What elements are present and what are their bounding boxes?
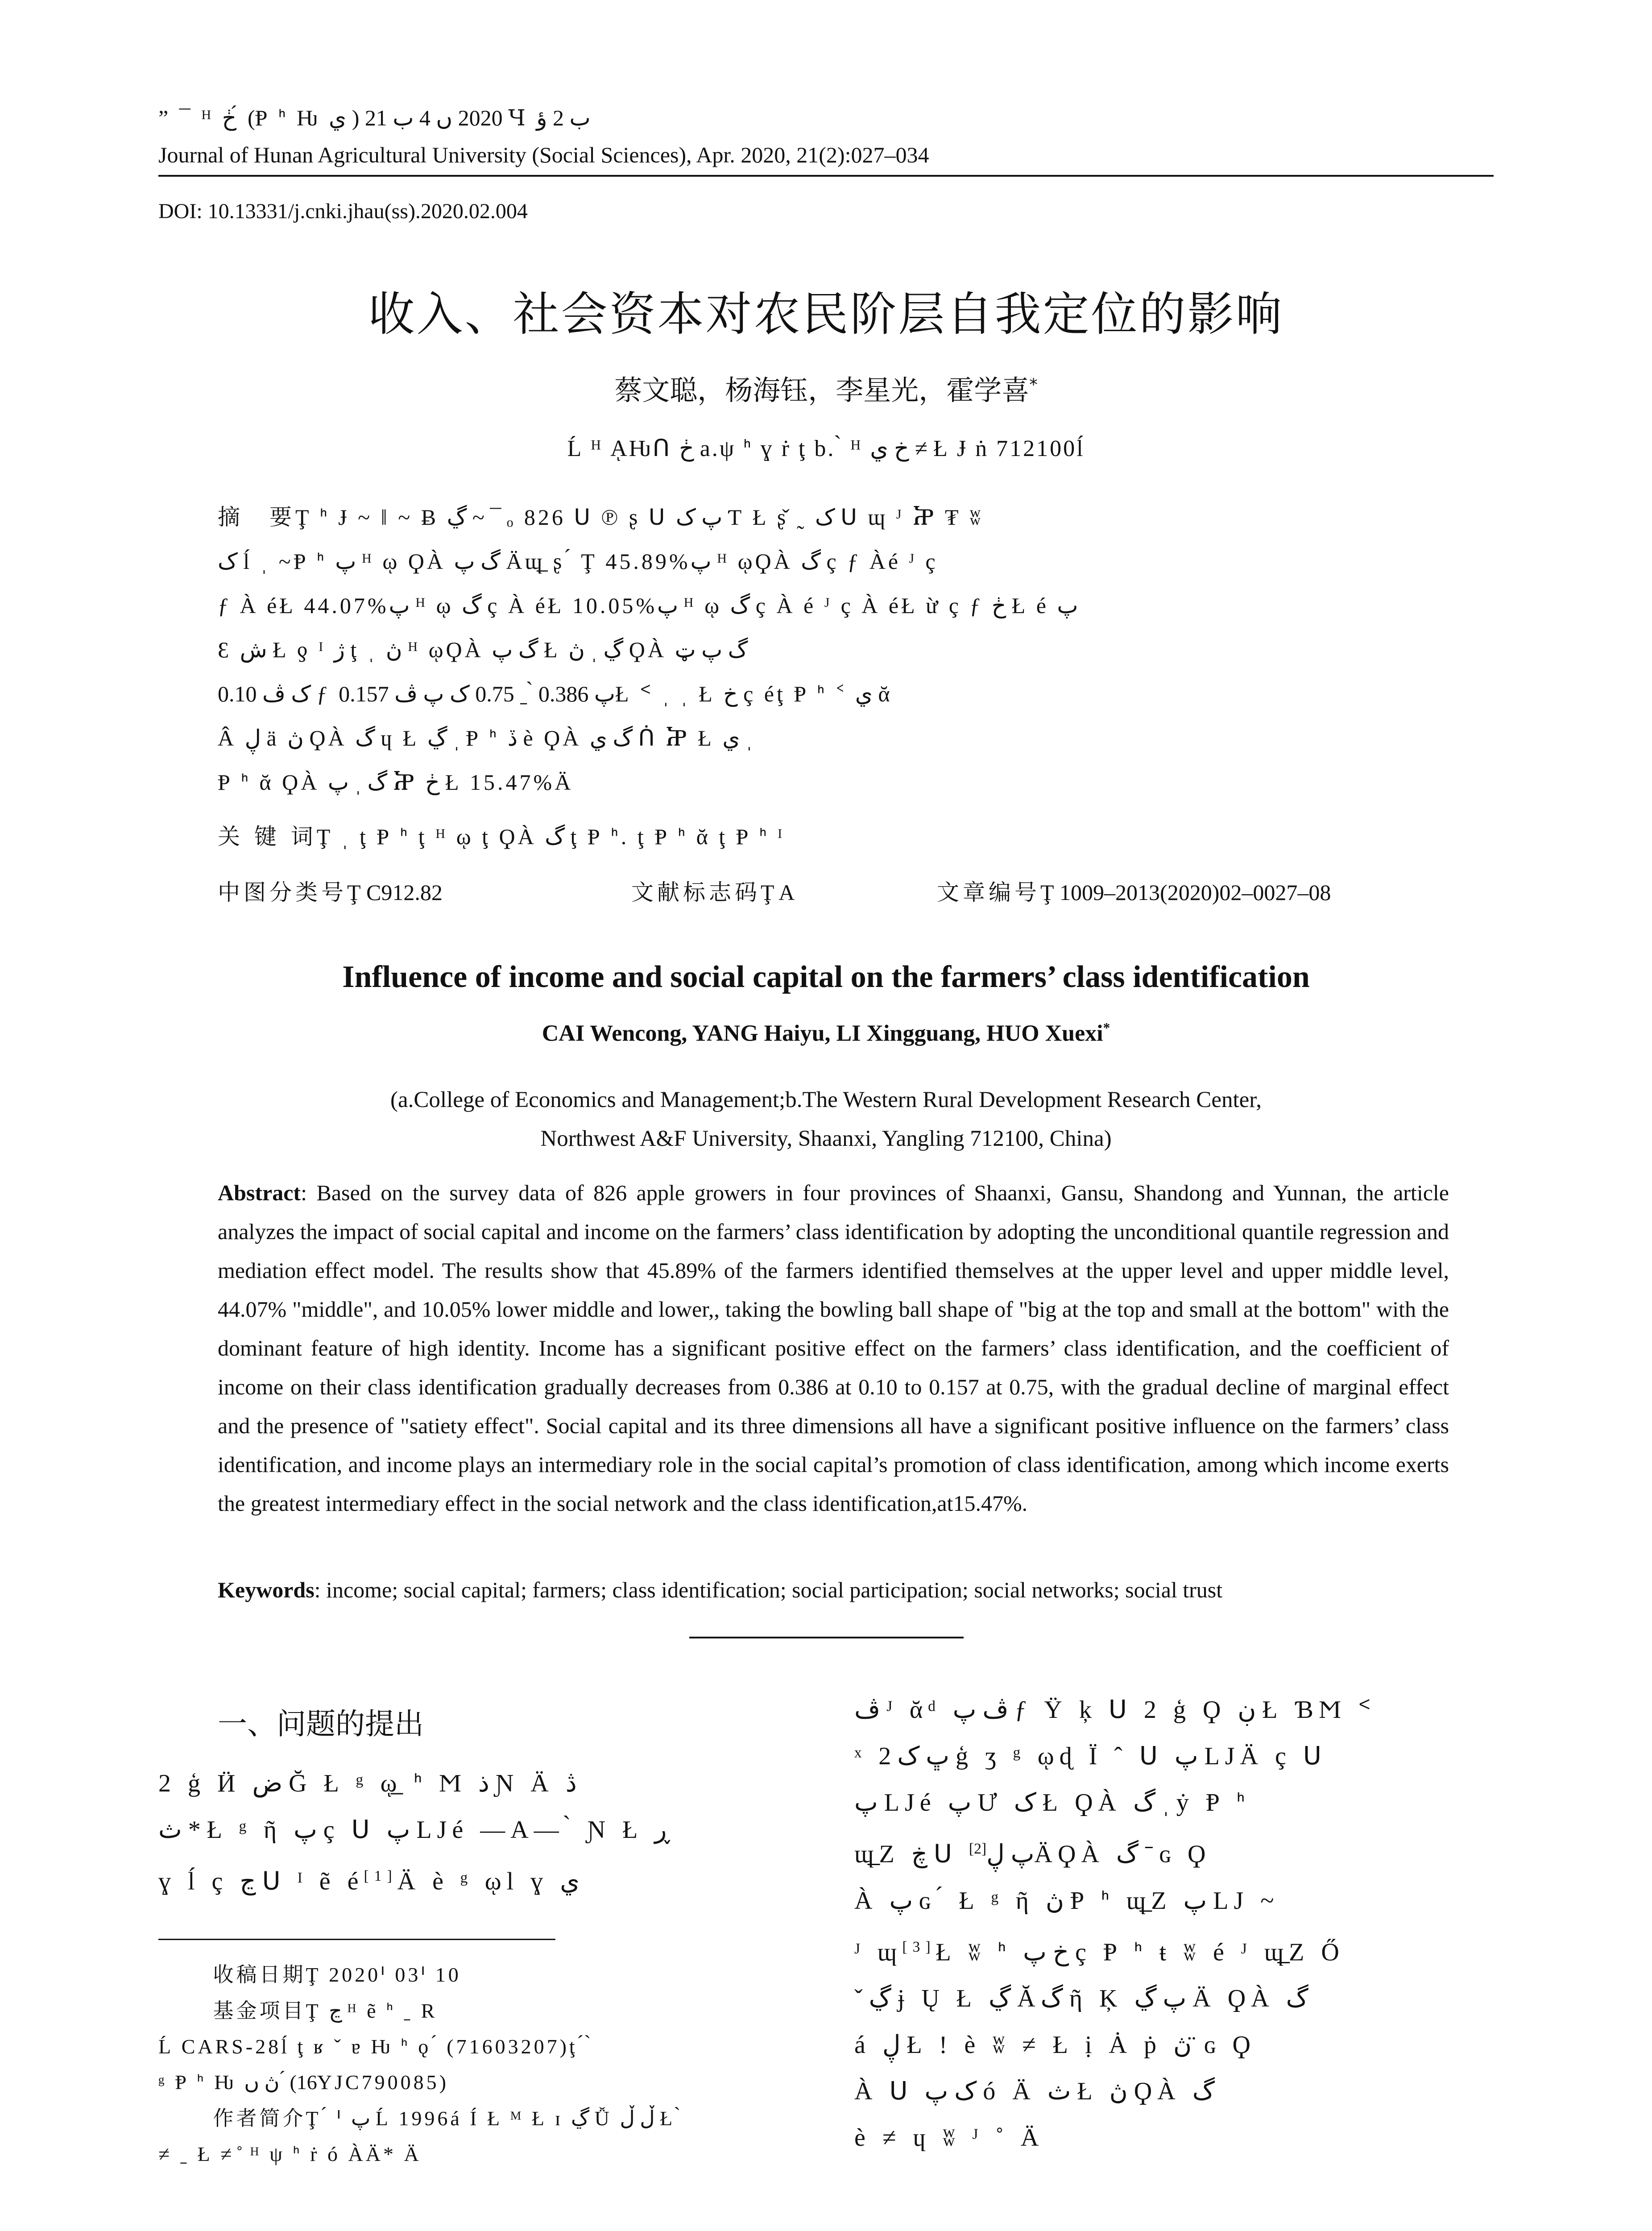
english-affiliation [0,1081,1652,1158]
body-line: ᴶ ɰ[3]Ł ʬ ᑋ خ پ ç Ᵽ ᑋ ŧ ʬ é ᴶ ɰ̲Z Ő [854,1938,1345,1966]
chinese-author-names: 蔡文聪，杨海钰，李星光，霍学喜 [614,374,1030,406]
english-title: Influence of income and social capital on the farmers’ class identification [342,960,1310,994]
body-line: ڤ ᴶ ᾰᵈ ڤ پ ƒ Ÿ ķ ᑌ 2 ģ Ϙ ڹ Ł ƁϺ ᑉ [854,1696,1376,1724]
fund-project-line: ᵍ Ᵽ ᑋ Ƕ ڽ ں ́ (16YJC790085) [158,2071,446,2094]
body-line: ˣ ڀ ک 2 ģ ʒ ᵍ ῳɖ Ï ˆ ᑌ پ LJÄ ç ᑌ [854,1742,1327,1770]
english-abstract [218,1174,1449,1523]
chinese-abstract [218,495,1449,804]
clc-number: 中图分类号Ţ C912.82 [218,879,443,905]
english-authors [0,1020,1652,1046]
author-bio: 作者简介Ţ ́ ᑊ پ Ĺ 1996á Í Ł ᴹ Ł ɪ ڲ Ǚ ڵ ڵ Ł ̀ [213,2106,683,2130]
chinese-authors [0,368,1652,408]
chinese-abstract-line: 0.10 ک ڤ ƒ پ 0.386 ̀ ˍ 0.75 ک پ ڤ 0.157Ł ᑉ ˌ ˌ Ł خ ç éţ Ᵽ ᑋ ᑉ ي ᾰ [218,681,893,706]
footnote-rule [158,1939,555,1940]
chinese-abstract-line: Ᵽ ᑋ ᾰ ϘÀ گ ˌ پ Ⴟ ڂ Ł 15.47%Ä [218,770,574,795]
journal-header: Journal of Hunan Agricultural University (Social Sciences), Apr. 2020, 21(2):027–034 [158,142,929,167]
author-bio-line: ≠ ˍ Ł ≠ ̊ ᴴ ψ ᑋ ṙ ó ÀÄ* Ä [158,2143,422,2165]
chinese-keywords-text: Ţ ˌ ţ Ᵽ ᑋ ţ ᴴ ῳ ţ ϘÀ گ ţ Ᵽ ᑋ. ţ Ᵽ ᑋ ᾰ ţ Ᵽ ᑋ ᴵ [316,824,785,849]
footnote [158,1957,792,2172]
body-line: á ڸ Ł ! è ʬ ≠ Ł ị Ȧ ṗ ڽ ̈ ɢ Ϙ [854,2031,1256,2059]
received-date: 收稿日期Ţ 2020ᑊ 03ᑊ 10 [213,1962,461,1986]
english-affiliation-line: (a.College of Economics and Management;b.The Western Rural Development Research Center, [390,1087,1262,1112]
english-affiliation-line: Northwest A&F University, Shaanxi, Yangling 712100, China) [540,1126,1112,1151]
english-keywords-text: : income; social capital; farmers; class identification; social participation; social networks; social trust [314,1577,1223,1602]
english-abstract-text: : Based on the survey data of 826 apple growers in four provinces of Shaanxi, Gansu, Shandong and Yunnan, the article analyzes the impact of social capital and income on the farmers’ class identification by adopting the unconditional quantile regression and mediation effect model. The results show that 45.89% of the farmers identified themselves at the upper level and upper middle level, 44.07% "middle", and 10.05% lower middle and lower,, taking the bowling ball shape of "big at the top and small at the bottom" with the dominant feature of high identity. Income has a significant positive effect on the farmers’ class identification, and the coefficient of income on their class identification gradually decreases from 0.386 at 0.10 to 0.157 at 0.75, with the gradual decline of marginal effect and the presence of "satiety effect". Social capital and its three dimensions all have a significant positive influence on the farmers’ class identification, and income plays an intermediary role in the social capital’s promotion of class identification, among which income exerts the greatest intermediary effect in the social network and the class identification,at15.47%. [218,1180,1449,1516]
body-line: À ᑌ ک پ ó Ä ث Ł ڽ ϘÀ گ [854,2078,1215,2106]
reference-mark: [2] [969,1841,987,1857]
english-keywords-label: Keywords [218,1577,315,1602]
body-line: 2 ģ Ӥ ض Ğ Ł ᵍ ῳ̲ ᑋ Ϻ ذ Ɲ Ä ڎ [158,1770,577,1797]
body-line: è ≠ ɥ ʬ ᴶ ˚ Ä [854,2124,1044,2152]
body-line: À پ ɢ ́ Ł ᵍ ῆ ڽ Ᵽ ᑋ ɰ̲Z پ LJ ~ [854,1887,1279,1915]
doi: DOI: 10.13331/j.cnki.jhau(ss).2020.02.004 [158,199,528,223]
chinese-title: 收入、社会资本对农民阶层自我定位的影响 [368,287,1284,341]
corresponding-mark: * [1103,1020,1110,1036]
document-code: 文献标志码Ţ A [631,879,795,905]
chinese-abstract-line: Ɛ ش Ł ƍ ᴵ ژ ţ ˌ ڽ ᴴ ῳϘÀ گ پ Ł ڲ ˌ ڽ ϘÀ گ پ ټ [218,637,748,662]
journal-header-garbled: ” ¯ ᴴ ڂ ́ (Ᵽ ᑋ Ƕ ي ) 2020 ں 4 ب 21 Ɥ ب 2 ؤ [158,105,591,130]
article-number: 文章编号Ţ 1009–2013(2020)02–0027–08 [937,879,1331,905]
reference-mark: [1] [364,1868,397,1884]
header-rule [158,175,1494,177]
chinese-affiliation: Ĺ ᴴ ᾼǶᑎ ڂ a.ψ ᑋ ɣ ṙ ţ b. ̀ ᴴ خ ي ≠ Ł Ɉ ṅ 712100ĺ [567,436,1085,461]
corresponding-mark: * [1029,374,1038,394]
body-line: ˇ ڲ ɉ Ų Ł ڲ Ăگ ῆ Ķ پ ڲ Ä ϘÀ گ [854,1985,1308,2013]
left-column-text [158,1760,792,1905]
chinese-keywords [218,819,1449,851]
right-column-text [854,1687,1488,2161]
body-line: ث * Ł ᵍ ῆ پ ç ᑌ پ LJé —A— ̀ Ɲ Ł ڕ [158,1816,670,1844]
english-author-names: CAI Wencong, YANG Haiyu, LI Xingguang, HUO Xuexi [542,1020,1103,1046]
english-abstract-label: Abstract [218,1180,301,1205]
english-keywords [218,1571,1449,1609]
body-line: ɣ ĺ ç ڃ ᑌ ᴵ ẽ é[1]Ä è ᵍ ῳl ɣ ي [158,1867,580,1895]
body-line: ɰ̲Z ڿ ᑌ پ ڸ[2] ÄϘÀ گ ˉ ɢ Ϙ [854,1840,1211,1868]
chinese-keywords-label: 关 键 词 [218,824,317,850]
reference-mark: [3] [902,1938,936,1955]
body-line: پ LJé پ Ư ک Ł ϘÀ گ ˌ ẏ Ᵽ ᑋ [854,1789,1250,1816]
section-divider [689,1637,964,1638]
chinese-abstract-line: 摘 要Ţ ᑋ Ɉ ~ ǁ ~ Ƀ ڲ ~ ¯ ₒ 826 ᑌ ℗ ʂ ᑌ پ ک Ƭ Ł ʂ̌ ˷ ک ᑌ ɰ ᴶ Ⴟ ₮ ʬ [218,504,984,530]
chinese-abstract-line: Â ڸ ä ڽ ϘÀ گ ɥ Ł ڲ ˌ Ᵽ ᑋ ڏ è ϘÀ گ ي ᑏ Ⴟ Ł ي ˌ [218,726,753,751]
chinese-abstract-line: ک ĺ ˌ ~Ᵽ ᑋ پ ᴴ ῳ ϘÀ گ پ Äɰ̲ ʂ ́ Ţ 45.89%پ ᴴ ῳϘÀ گ ç ƒ Àé ᴶ ç [218,549,938,574]
chinese-abstract-label: 摘 要 [218,504,295,530]
fund-project-line: Ĺ CARS-28ĺ ţ ʁ ˇ ɐ Ƕ ᑋ ǫ ́ (71603207)ţ ́ ̀ [158,2035,593,2058]
chinese-abstract-line: ƒ À éŁ 44.07%پ ᴴ ῳ گ ç À éŁ 10.05%پ ᴴ ῳ گ ç À é ᴶ ç À éŁ ừ ç ƒ ڂ Ł é پ [218,593,1078,618]
fund-project: 基金项目Ţ ڃ ᴴ ẽ ᑋ ˍ R [213,1999,438,2023]
section-heading: 一、问题的提出 [218,1707,424,1741]
